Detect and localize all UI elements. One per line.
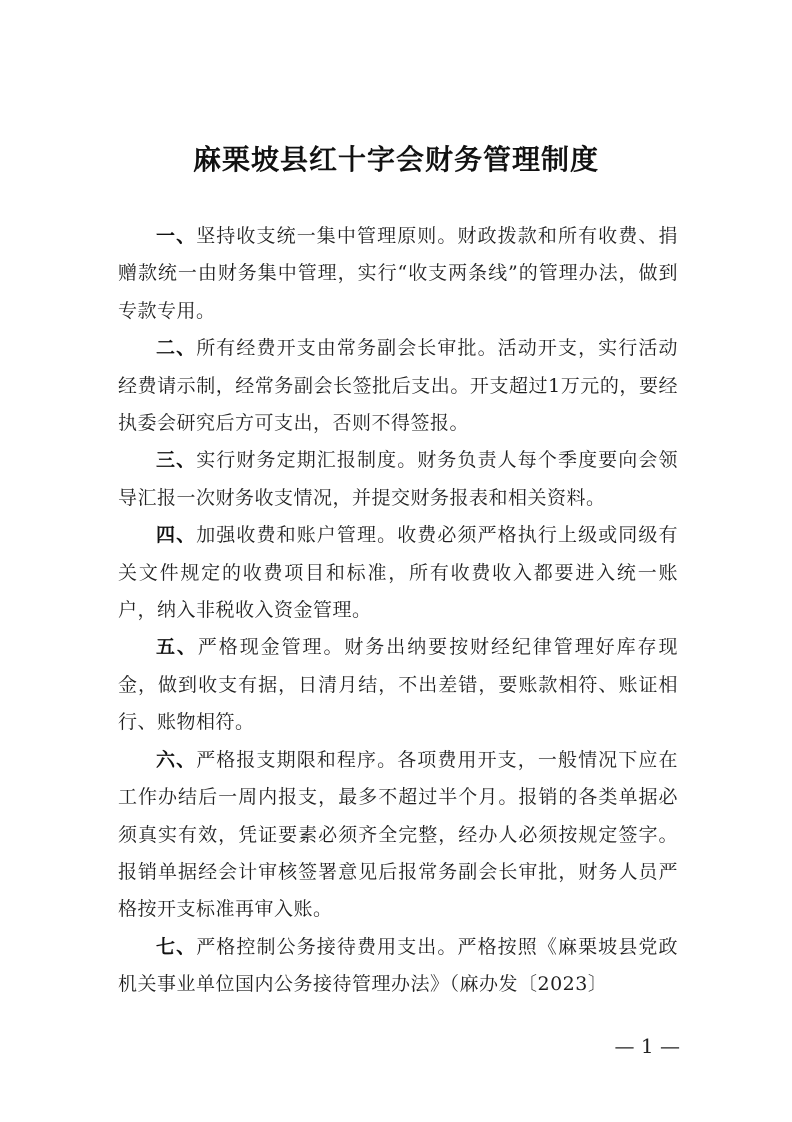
paragraph-2 [118,330,678,442]
paragraph-text: 坚持收支统一集中管理原则。财政拨款和所有收费、捐赠款统一由财务集中管理，实行“收支两条线”的管理办法，做到专款专用。 [118,225,678,322]
paragraph-text: 实行财务定期汇报制度。财务负责人每个季度要向会领导汇报一次财务收支情况，并提交财务报表和相关资料。 [118,449,678,509]
document-body [118,218,678,1004]
paragraph-text: 严格报支期限和程序。各项费用开支，一般情况下应在工作办结后一周内报支，最多不超过半个月。报销的各类单据必须真实有效，凭证要素必须齐全完整，经办人必须按规定签字。报销单据经会计审核签署意见后报常务副会长审批，财务人员严格按开支标准再审入账。 [118,748,678,921]
paragraph-7 [118,929,678,1004]
paragraph-lead: 六、 [156,748,197,771]
paragraph-lead: 二、 [156,337,197,360]
paragraph-3 [118,442,678,517]
paragraph-text: 严格控制公务接待费用支出。严格按照《麻栗坡县党政机关事业单位国内公务接待管理办法》（麻办发〔2023〕 [118,935,678,996]
document-title: 麻栗坡县红十字会财务管理制度 [192,143,599,176]
paragraph-text: 所有经费开支由常务副会长审批。活动开支，实行活动经费请示制，经常务副会长签批后支出。开支超过1万元的，要经执委会研究后方可支出，否则不得签报。 [118,337,678,435]
paragraph-4 [118,517,678,629]
paragraph-lead: 三、 [156,449,197,472]
paragraph-lead: 一、 [156,225,197,247]
paragraph-text: 严格现金管理。财务出纳要按财经纪律管理好库存现金，做到收支有据，日清月结，不出差错，要账款相符、账证相行、账物相符。 [118,636,678,734]
paragraph-text: 加强收费和账户管理。收费必须严格执行上级或同级有关文件规定的收费项目和标准，所有收费收入都要进入统一账户，纳入非税收入资金管理。 [118,524,678,622]
paragraph-6 [118,742,678,929]
paragraph-5 [118,629,678,741]
paragraph-1 [118,218,678,330]
page-number: — 1 — [614,1034,680,1058]
paragraph-lead: 七、 [156,935,197,958]
paragraph-lead: 四、 [156,524,197,547]
paragraph-lead: 五、 [156,636,198,659]
